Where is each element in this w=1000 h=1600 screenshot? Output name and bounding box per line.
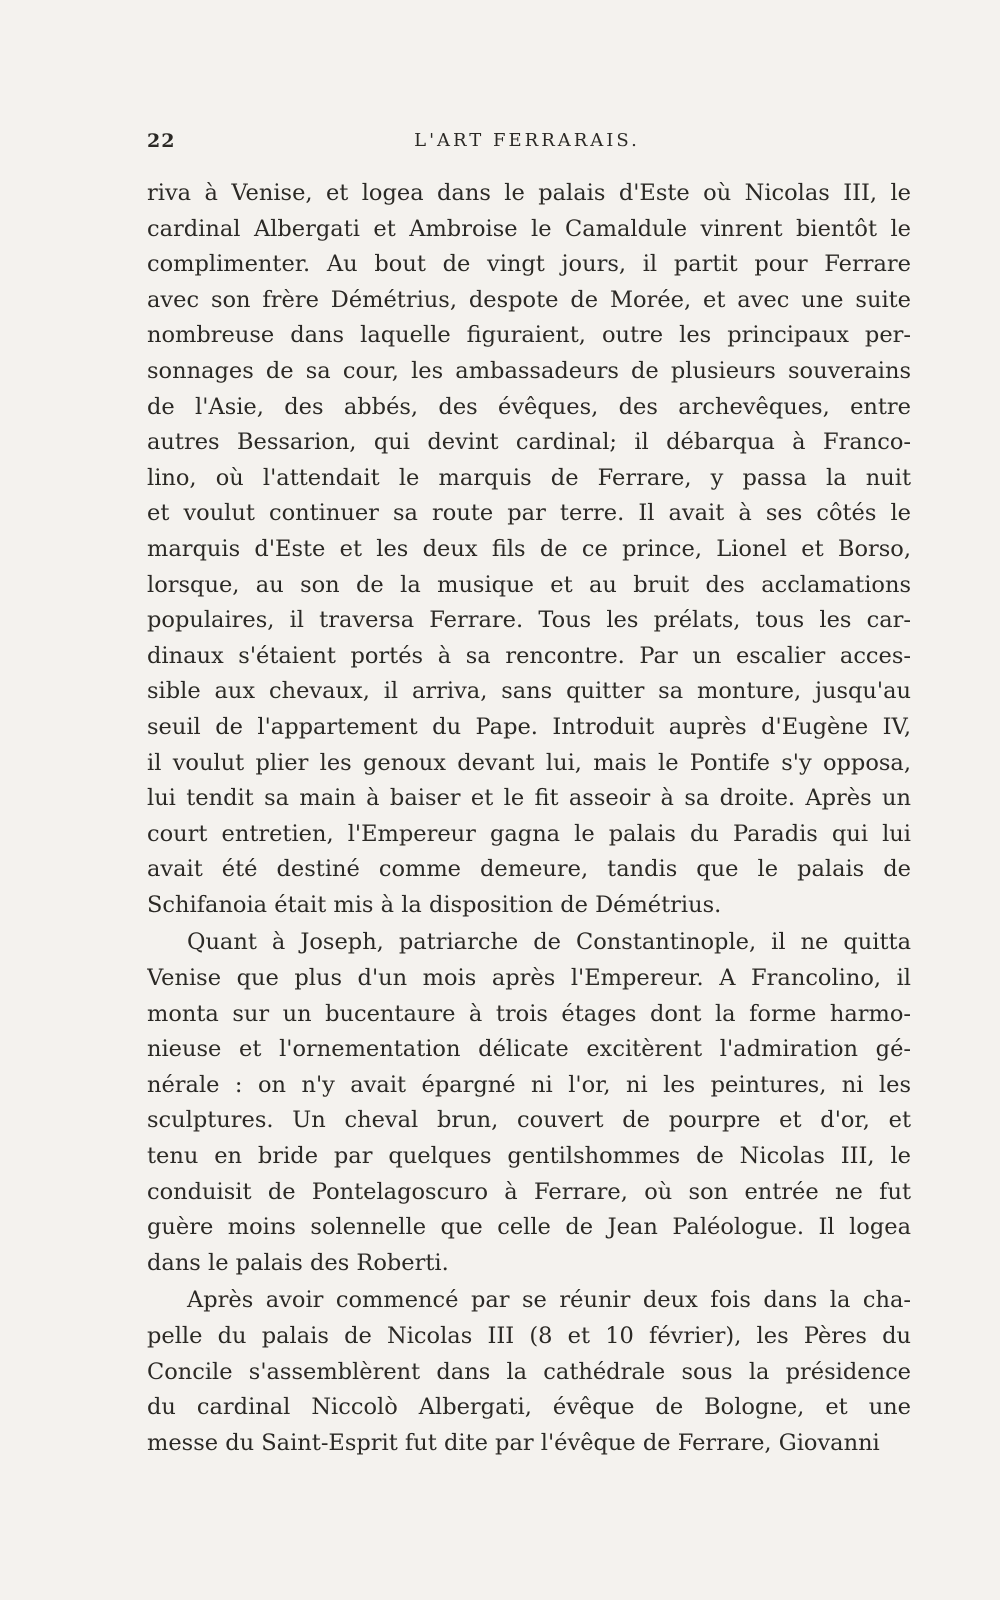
text-line: sible aux chevaux, il arriva, sans quitter sa monture, jusqu'au: [147, 678, 911, 705]
text-line: riva à Venise, et logea dans le palais d'Este où Nicolas III, le: [147, 180, 911, 206]
text-line: pelle du palais de Nicolas III (8 et 10 février), les Pères du: [147, 1323, 911, 1349]
text-line: avec son frère Démétrius, despote de Morée, et avec une suite: [147, 286, 911, 313]
text-line: messe du Saint-Esprit fut dite par l'évêque de Ferrare, Giovanni: [147, 1429, 880, 1456]
text-line: monta sur un bucentaure à trois étages dont la forme harmo-: [147, 1000, 911, 1027]
text-line: Venise que plus d'un mois après l'Empereur. A Francolino, il: [147, 965, 911, 992]
text-line: nombreuse dans laquelle figuraient, outre les principaux per-: [147, 322, 911, 349]
paragraph: [147, 176, 911, 923]
text-line: avait été destiné comme demeure, tandis que le palais de: [147, 856, 911, 883]
text-line: il voulut plier les genoux devant lui, mais le Pontife s'y opposa,: [147, 749, 911, 776]
page-header: [147, 130, 907, 160]
text-line: sculptures. Un cheval brun, couvert de pourpre et d'or, et: [147, 1107, 911, 1134]
text-line: guère moins solennelle que celle de Jean Paléologue. Il logea: [147, 1214, 911, 1241]
text-line: Concile s'assemblèrent dans la cathédrale sous la présidence: [147, 1358, 911, 1385]
text-line: du cardinal Niccolò Albergati, évêque de Bologne, et une: [147, 1394, 911, 1421]
body-text: [147, 176, 911, 1463]
text-line: Quant à Joseph, patriarche de Constantinople, il ne quitta: [187, 929, 911, 956]
running-title: L'ART FERRARAIS.: [414, 130, 640, 151]
text-line: lui tendit sa main à baiser et le fit asseoir à sa droite. Après un: [147, 785, 911, 812]
text-line: de l'Asie, des abbés, des évêques, des archevêques, entre: [147, 393, 911, 420]
text-line: lorsque, au son de la musique et au bruit des acclamations: [147, 571, 911, 598]
text-line: cardinal Albergati et Ambroise le Camaldule vinrent bientôt le: [147, 215, 911, 242]
text-line: complimenter. Au bout de vingt jours, il partit pour Ferrare: [147, 251, 911, 278]
paragraph: [147, 1283, 911, 1461]
text-line: autres Bessarion, qui devint cardinal; il débarqua à Franco-: [147, 429, 911, 456]
text-line: sonnages de sa cour, les ambassadeurs de plusieurs souverains: [147, 357, 911, 384]
text-line: nérale : on n'y avait épargné ni l'or, ni les peintures, ni les: [147, 1071, 911, 1098]
text-line: lino, où l'attendait le marquis de Ferrare, y passa la nuit: [147, 464, 911, 491]
text-line: dinaux s'étaient portés à sa rencontre. Par un escalier acces-: [147, 642, 911, 669]
text-line: court entretien, l'Empereur gagna le palais du Paradis qui lui: [147, 820, 911, 847]
text-line: Schifanoia était mis à la disposition de Démétrius.: [147, 891, 722, 918]
page-number: 22: [147, 130, 176, 152]
text-line: dans le palais des Roberti.: [147, 1249, 449, 1276]
text-line: populaires, il traversa Ferrare. Tous les prélats, tous les car-: [147, 607, 911, 634]
text-line: et voulut continuer sa route par terre. Il avait à ses côtés le: [147, 500, 911, 527]
paragraph: [147, 925, 911, 1281]
text-line: nieuse et l'ornementation délicate excitèrent l'admiration gé-: [147, 1036, 911, 1063]
text-line: marquis d'Este et les deux fils de ce prince, Lionel et Borso,: [147, 535, 911, 562]
text-line: seuil de l'appartement du Pape. Introduit auprès d'Eugène IV,: [147, 713, 911, 740]
text-line: tenu en bride par quelques gentilshommes de Nicolas III, le: [147, 1143, 911, 1170]
text-line: conduisit de Pontelagoscuro à Ferrare, où son entrée ne fut: [147, 1178, 911, 1205]
text-line: Après avoir commencé par se réunir deux fois dans la cha-: [187, 1287, 911, 1314]
